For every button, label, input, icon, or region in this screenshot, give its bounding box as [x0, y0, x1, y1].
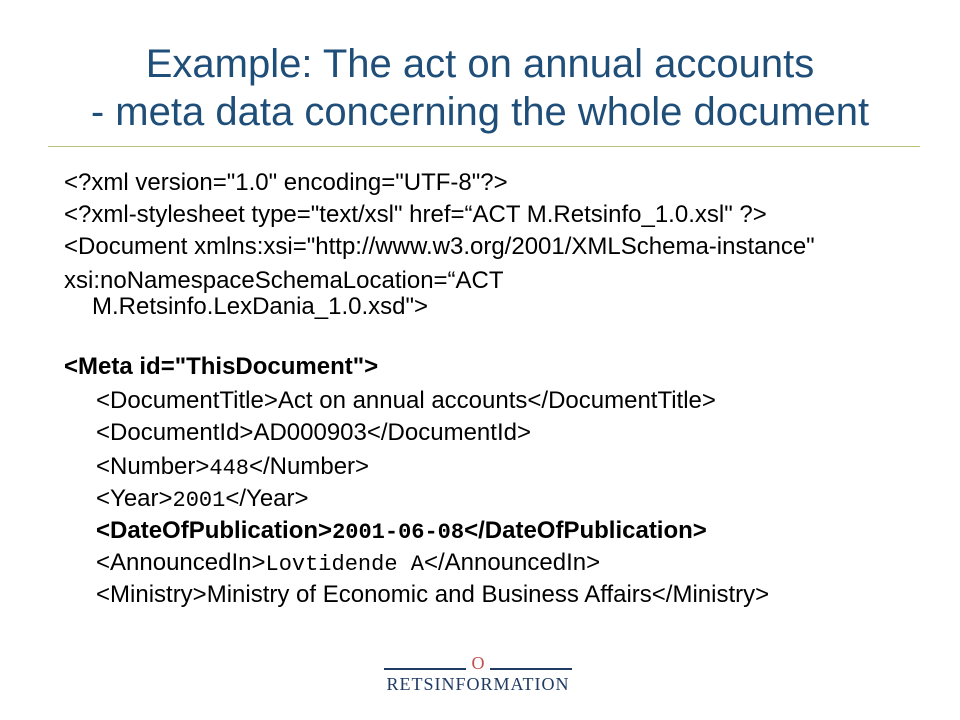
logo-mark: O	[471, 653, 485, 673]
field-date-of-publication	[96, 516, 707, 548]
tag-close: </DocumentId>	[366, 419, 531, 446]
field-value: 2001	[172, 488, 226, 513]
tag-open: <Number>	[96, 453, 210, 480]
tag-close: </Ministry>	[651, 581, 770, 608]
logo-rule-right	[490, 668, 572, 670]
schema-location-line-2: M.Retsinfo.LexDania_1.0.xsd">	[92, 293, 429, 320]
tag-open: <DateOfPublication>	[96, 517, 333, 544]
document-open-tag: <Document xmlns:xsi="http://www.w3.org/2001/XMLSchema-instance"	[64, 233, 815, 260]
tag-close: </AnnouncedIn>	[423, 549, 601, 576]
field-value: AD000903	[253, 419, 367, 446]
tag-close: </DocumentTitle>	[527, 387, 716, 414]
slide-title-line-1: Example: The act on annual accounts	[145, 42, 815, 86]
retsinformation-logo	[380, 653, 576, 698]
slide-title	[0, 40, 960, 136]
field-document-title	[96, 386, 716, 416]
field-value: Lovtidende A	[265, 552, 424, 577]
tag-close: </Number>	[249, 453, 370, 480]
xml-declaration: <?xml version="1.0" encoding="UTF-8"?>	[64, 169, 508, 196]
field-value: Act on annual accounts	[277, 387, 528, 414]
logo-rule-left	[384, 668, 466, 670]
slide-title-line-2: - meta data concerning the whole document	[90, 90, 870, 134]
tag-close: </DateOfPublication>	[464, 517, 707, 544]
tag-open: <Ministry>	[96, 581, 207, 608]
tag-open: <Year>	[96, 485, 173, 512]
meta-open-tag: <Meta id="ThisDocument">	[64, 353, 379, 380]
logo-wordmark: RETSINFORMATION	[386, 674, 570, 694]
tag-open: <DocumentTitle>	[96, 387, 278, 414]
tag-close: </Year>	[225, 485, 309, 512]
field-announced-in	[96, 548, 600, 580]
xml-stylesheet-instruction: <?xml-stylesheet type="text/xsl" href=“ACT M.Retsinfo_1.0.xsl" ?>	[64, 201, 767, 228]
field-document-id	[96, 418, 531, 448]
field-value: Ministry of Economic and Business Affairs	[206, 581, 652, 608]
tag-open: <AnnouncedIn>	[96, 549, 266, 576]
schema-location-line-1: xsi:noNamespaceSchemaLocation=“ACT	[64, 267, 504, 294]
field-number	[96, 452, 369, 484]
field-value: 448	[209, 456, 249, 481]
field-value: 2001-06-08	[332, 520, 465, 545]
title-divider	[48, 146, 920, 147]
field-ministry	[96, 580, 769, 610]
field-year	[96, 484, 309, 516]
tag-open: <DocumentId>	[96, 419, 254, 446]
